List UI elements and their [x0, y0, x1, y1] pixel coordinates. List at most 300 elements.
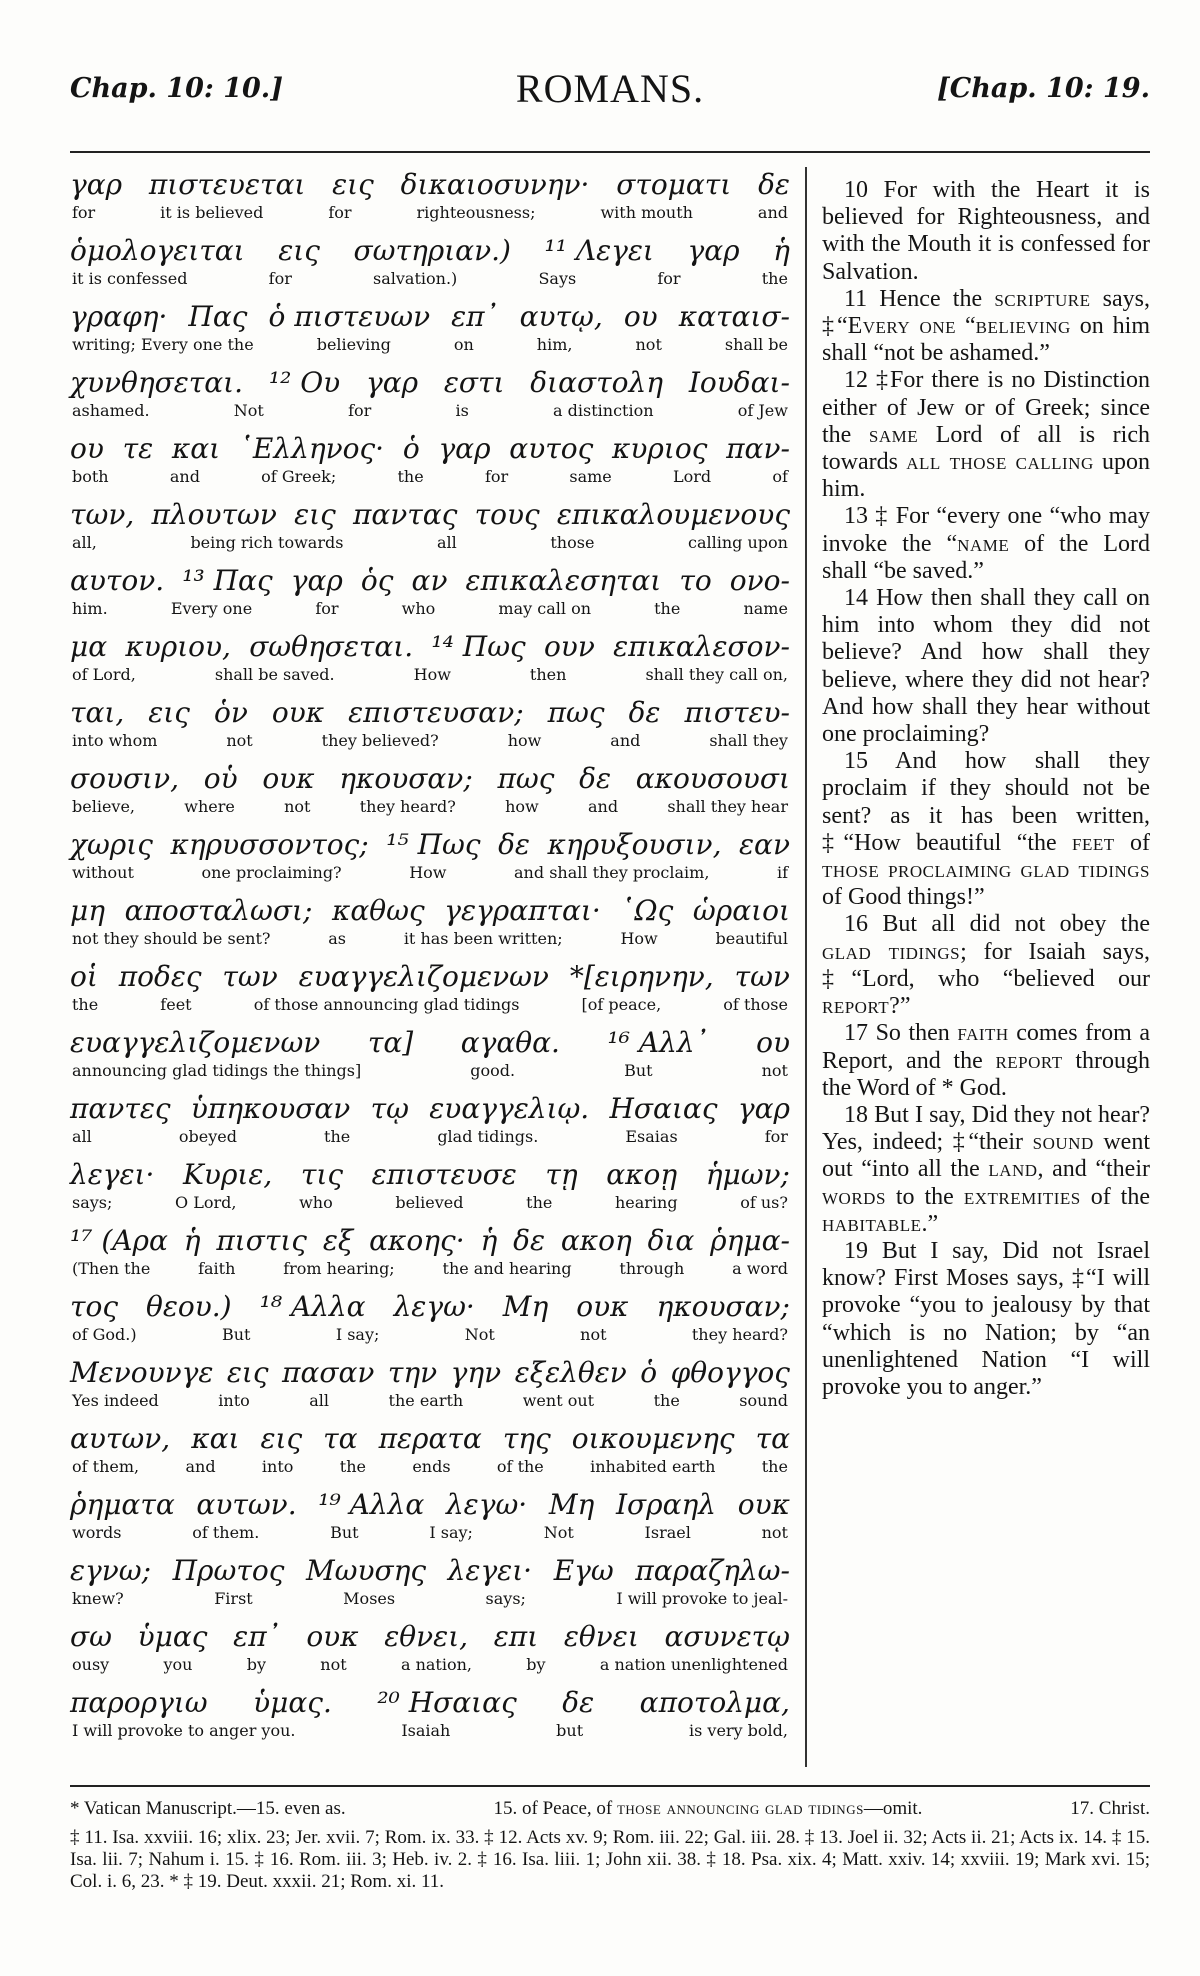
english-gloss: Israel [644, 1523, 691, 1542]
english-gloss: How [620, 929, 658, 948]
greek-word: κηρυξουσιν, [547, 828, 722, 861]
english-gloss-line [70, 335, 790, 355]
greek-word: ὑμας. [253, 1686, 332, 1719]
greek-word: την [387, 1356, 438, 1389]
english-gloss: says; [72, 1193, 113, 1212]
interlinear-column [70, 167, 790, 1751]
greek-word: δικαιοσυνην· [400, 168, 590, 201]
english-gloss: is [455, 401, 469, 420]
greek-word: επιστευσαν; [348, 696, 524, 729]
english-gloss-line [70, 731, 790, 751]
vatican-label: * Vatican Manuscript.—15. even as. [70, 1798, 346, 1819]
greek-word: ῥηματα [70, 1488, 175, 1521]
greek-word: ἡ [773, 234, 790, 267]
greek-word: *[ειρηνην, [569, 960, 714, 993]
greek-word: ¹⁴ Πως [431, 630, 526, 663]
greek-word: δε [758, 168, 790, 201]
interlinear-line [70, 1289, 790, 1355]
english-gloss: and [610, 731, 641, 750]
verse-15: 15 And how shall they proclaim if they should not be sent? as it has been written, ‡“How beautiful “the feet of those proclaiming glad tidings of Good things!” [822, 748, 1150, 911]
english-gloss: the [397, 467, 424, 486]
greek-word: παντες [70, 1092, 171, 1125]
english-gloss: feet [160, 995, 192, 1014]
greek-word: αν [411, 564, 448, 597]
greek-word: δε [562, 1686, 595, 1719]
greek-word: ουκ [737, 1488, 790, 1521]
english-gloss: beautiful [715, 929, 788, 948]
greek-word: σωθησεται. [249, 630, 414, 663]
greek-word: και [191, 1422, 240, 1455]
english-gloss: shall be [724, 335, 788, 354]
greek-word: καταισ- [678, 300, 790, 333]
greek-word: σω [70, 1620, 112, 1653]
interlinear-line [70, 1619, 790, 1685]
english-gloss: went out [522, 1391, 595, 1410]
english-gloss: of us? [740, 1193, 788, 1212]
verse-16: 16 But all did not obey the glad tidings; for Isaiah says, ‡“Lord, who “believed our report?” [822, 911, 1150, 1020]
english-gloss: I will provoke to anger you. [72, 1721, 296, 1740]
greek-word: τους [474, 498, 540, 531]
greek-word: διαστολη [530, 366, 664, 399]
greek-word: ακοῃ [606, 1158, 678, 1191]
greek-word: Μη [502, 1290, 549, 1323]
english-gloss: of God.) [72, 1325, 137, 1344]
greek-word: ἡ [183, 1224, 201, 1257]
greek-word: κηρυσσοντος; [170, 828, 369, 861]
english-gloss: all, [72, 533, 97, 552]
english-gloss: hearing [614, 1193, 678, 1212]
greek-word: Μωυσης [305, 1554, 427, 1587]
greek-word: ου [70, 432, 104, 465]
greek-word: ουκ [576, 1290, 629, 1323]
english-gloss: then [529, 665, 567, 684]
interlinear-line [70, 629, 790, 695]
english-gloss: the [324, 1127, 351, 1146]
english-gloss: they heard? [359, 797, 456, 816]
interlinear-line [70, 299, 790, 365]
interlinear-line [70, 497, 790, 563]
book-page [70, 55, 1150, 1955]
interlinear-line [70, 893, 790, 959]
greek-word: γεγραπται· [444, 894, 601, 927]
english-gloss-line [70, 1589, 790, 1609]
greek-word: οικουμενης [571, 1422, 735, 1455]
greek-word: ¹⁹ Αλλα [318, 1488, 425, 1521]
verse-19: 19 But I say, Did not Israel know? First Moses says, ‡“I will provoke “you to jealousy by that “which is no Nation; by “an unenlightened Nation “I will provoke you to anger.” [822, 1237, 1150, 1400]
greek-word: ηκουσαν; [339, 762, 473, 795]
greek-word: ουν [543, 630, 595, 663]
english-gloss: Not [233, 401, 264, 420]
english-gloss: of them. [192, 1523, 260, 1542]
english-gloss: the [526, 1193, 553, 1212]
english-gloss: who [299, 1193, 333, 1212]
english-gloss: for [72, 203, 96, 222]
footnotes [70, 1797, 1150, 1893]
greek-word: Ησαιας [609, 1092, 718, 1125]
english-gloss: by [526, 1655, 546, 1674]
greek-word: ²⁰ Ησαιας [377, 1686, 517, 1719]
greek-word: μα [70, 630, 108, 663]
english-gloss: they heard? [691, 1325, 788, 1344]
interlinear-line [70, 1157, 790, 1223]
greek-word: χυνθησεται. [70, 366, 244, 399]
english-gloss: ends [412, 1457, 451, 1476]
english-gloss: and [169, 467, 200, 486]
greek-word: σουσιν, [70, 762, 180, 795]
english-gloss: knew? [72, 1589, 124, 1608]
greek-word: ηκουσαν; [656, 1290, 790, 1323]
greek-word: ῾Ως [620, 894, 674, 927]
greek-word: περατα [378, 1422, 482, 1455]
english-gloss: it has been written; [403, 929, 563, 948]
english-gloss: sound [739, 1391, 788, 1410]
english-gloss: shall they hear [667, 797, 788, 816]
english-gloss: I will provoke to jeal- [616, 1589, 788, 1608]
english-gloss: for [484, 467, 509, 486]
english-gloss: for [657, 269, 681, 288]
greek-word: στοματι [616, 168, 732, 201]
english-gloss-line [70, 203, 790, 223]
greek-line [70, 1157, 790, 1193]
greek-word: λεγω· [393, 1290, 475, 1323]
greek-word: ὁμολογειται [70, 234, 245, 267]
greek-word: φθογγος [670, 1356, 790, 1389]
english-gloss: as [328, 929, 347, 948]
english-gloss: of those [723, 995, 788, 1014]
english-gloss: inhabited earth [590, 1457, 716, 1476]
translation-column [822, 177, 1150, 1401]
greek-word: αυτος [509, 432, 594, 465]
greek-line [70, 1487, 790, 1523]
greek-word: ¹¹ Λεγει [544, 234, 654, 267]
greek-line [70, 959, 790, 995]
english-gloss: calling upon [687, 533, 788, 552]
greek-word: γραφη· [70, 300, 168, 333]
english-gloss: the earth [388, 1391, 464, 1410]
greek-word: ὑπηκουσαν [190, 1092, 351, 1125]
greek-word: παντας [352, 498, 458, 531]
greek-word: ὁς [360, 564, 394, 597]
greek-word: ὁν [213, 696, 248, 729]
english-gloss: into [261, 1457, 294, 1476]
greek-word: εις [278, 234, 320, 267]
greek-word: κυριου, [125, 630, 231, 663]
greek-word: ευαγγελιζομενων [298, 960, 549, 993]
greek-word: γαρ [70, 168, 123, 201]
english-gloss-line [70, 863, 790, 883]
english-gloss: ousy [72, 1655, 110, 1674]
english-gloss: of Greek; [261, 467, 337, 486]
book-title: ROMANS. [515, 66, 705, 111]
greek-word: γαρ [290, 564, 343, 597]
verse-13: 13 ‡ For “every one “who may invoke the “name of the Lord shall “be saved.” [822, 503, 1151, 584]
chapter-left: Chap. 10: 10.] [70, 73, 283, 104]
greek-word: αυτων, [70, 1422, 171, 1455]
greek-word: ακουσουσι [635, 762, 790, 795]
english-gloss: announcing glad tidings the things] [72, 1061, 362, 1080]
greek-word: γην [450, 1356, 502, 1389]
english-gloss: being rich towards [190, 533, 344, 552]
english-gloss: it is believed [160, 203, 264, 222]
greek-word: ουκ [271, 696, 325, 729]
english-gloss: Lord [673, 467, 712, 486]
english-gloss: but [556, 1721, 584, 1740]
english-gloss-line [70, 665, 790, 685]
english-gloss: the [653, 1391, 680, 1410]
greek-word: μη [70, 894, 105, 927]
english-gloss: But [330, 1523, 359, 1542]
greek-word: εγνω; [70, 1554, 152, 1587]
english-gloss: of them, [72, 1457, 140, 1476]
greek-word: επι [493, 1620, 539, 1653]
column-divider [805, 167, 807, 1767]
english-gloss: and [757, 203, 788, 222]
interlinear-line [70, 1355, 790, 1421]
greek-line [70, 299, 790, 335]
greek-line [70, 233, 790, 269]
english-gloss: not [761, 1061, 788, 1080]
chapter-right: [Chap. 10: 19. [937, 73, 1150, 104]
greek-line [70, 827, 790, 863]
greek-word: τῃ [545, 1158, 578, 1191]
greek-word: Ισραηλ [615, 1488, 717, 1521]
greek-word: παραζηλω- [635, 1554, 790, 1587]
english-gloss-line [70, 995, 790, 1015]
greek-line [70, 695, 790, 731]
greek-word: το [679, 564, 712, 597]
english-gloss: they believed? [321, 731, 439, 750]
greek-word: πασαν [282, 1356, 375, 1389]
greek-word: εις [294, 498, 336, 531]
english-gloss: a distinction [553, 401, 654, 420]
greek-word: γαρ [438, 432, 491, 465]
greek-word: επικαλουμενους [556, 498, 790, 531]
english-gloss: not [284, 797, 311, 816]
greek-word: αποσταλωσι; [124, 894, 313, 927]
english-gloss: of the [496, 1457, 544, 1476]
greek-word: κυριος [612, 432, 708, 465]
english-gloss: I say; [429, 1523, 473, 1542]
interlinear-line [70, 761, 790, 827]
greek-word: Κυριε, [183, 1158, 273, 1191]
greek-word: εις [332, 168, 374, 201]
greek-line [70, 431, 790, 467]
english-gloss: First [214, 1589, 253, 1608]
greek-word: ὁ [402, 432, 420, 465]
greek-word: ακοης· [369, 1224, 465, 1257]
english-gloss: all [72, 1127, 92, 1146]
english-gloss-line [70, 599, 790, 619]
english-gloss: all [437, 533, 457, 552]
english-gloss: how [507, 731, 542, 750]
greek-word: τα [323, 1422, 358, 1455]
english-gloss: not they should be sent? [72, 929, 271, 948]
english-gloss: words [72, 1523, 122, 1542]
greek-word: και [171, 432, 221, 465]
english-gloss: without [72, 863, 134, 882]
english-gloss: shall be saved. [214, 665, 335, 684]
greek-word: γαρ [687, 234, 740, 267]
english-gloss: those [550, 533, 595, 552]
greek-line [70, 1553, 790, 1589]
greek-line [70, 1421, 790, 1457]
interlinear-line [70, 1421, 790, 1487]
greek-word: γαρ [365, 366, 419, 399]
english-gloss: him, [536, 335, 573, 354]
greek-line [70, 761, 790, 797]
greek-word: δε [579, 762, 611, 795]
greek-word: τα [755, 1422, 790, 1455]
greek-line [70, 1289, 790, 1325]
greek-word: εις [226, 1356, 269, 1389]
interlinear-line [70, 167, 790, 233]
english-gloss: the [761, 1457, 788, 1476]
greek-word: των [222, 960, 278, 993]
greek-word: ου [756, 1026, 790, 1059]
english-gloss: salvation.) [373, 269, 458, 288]
greek-word: εξ [322, 1224, 354, 1257]
greek-word: τις [300, 1158, 344, 1191]
greek-word: παν- [726, 432, 790, 465]
greek-word: ἡμων; [705, 1158, 790, 1191]
greek-word: οὑ [203, 762, 238, 795]
english-gloss: shall they call on, [645, 665, 788, 684]
greek-word: τῳ [370, 1092, 409, 1125]
greek-word: οἱ [70, 960, 98, 993]
english-gloss: if [776, 863, 788, 882]
interlinear-line [70, 1223, 790, 1289]
english-gloss: for [348, 401, 372, 420]
greek-word: των, [70, 498, 135, 531]
english-gloss: both [72, 467, 109, 486]
greek-word: τα] [367, 1026, 414, 1059]
interlinear-line [70, 431, 790, 497]
english-gloss-line [70, 401, 790, 421]
english-gloss: name [743, 599, 788, 618]
english-gloss: Esaias [625, 1127, 678, 1146]
greek-word: δε [498, 828, 530, 861]
english-gloss-line [70, 1325, 790, 1345]
greek-word: ἡ [480, 1224, 498, 1257]
greek-word: ῾Ελληνος· [238, 432, 385, 465]
greek-word: ὑμας [137, 1620, 208, 1653]
english-gloss: one proclaiming? [201, 863, 342, 882]
english-gloss-line [70, 1193, 790, 1213]
english-gloss: Every one [170, 599, 253, 618]
greek-word: αυτων. [196, 1488, 297, 1521]
verse-17: 17 So then faith comes from a Report, and the report through the Word of * God. [822, 1020, 1150, 1101]
greek-word: Μη [548, 1488, 595, 1521]
greek-word: αγαθα. [460, 1026, 560, 1059]
english-gloss: and [587, 797, 619, 816]
greek-word: ουκ [306, 1620, 359, 1653]
greek-line [70, 1619, 790, 1655]
english-gloss: O Lord, [175, 1193, 237, 1212]
interlinear-line [70, 233, 790, 299]
english-gloss: says; [485, 1589, 526, 1608]
greek-word: ου [623, 300, 658, 333]
english-gloss: a word [732, 1259, 788, 1278]
english-gloss: a nation unenlightened [599, 1655, 788, 1674]
interlinear-line [70, 827, 790, 893]
english-gloss: from hearing; [283, 1259, 395, 1278]
english-gloss: for [764, 1127, 788, 1146]
greek-word: ¹⁸ Αλλα [259, 1290, 366, 1323]
english-gloss-line [70, 1655, 790, 1675]
english-gloss: into whom [72, 731, 158, 750]
english-gloss: same [569, 467, 612, 486]
english-gloss: obeyed [178, 1127, 237, 1146]
greek-word: αυτῳ, [519, 300, 603, 333]
english-gloss: the [339, 1457, 366, 1476]
greek-word: πιστευεται [148, 168, 306, 201]
greek-word: επικαλεσηται [465, 564, 662, 597]
english-gloss: But [624, 1061, 653, 1080]
greek-line [70, 497, 790, 533]
english-gloss-line [70, 1523, 790, 1543]
greek-word: επικαλεσον- [613, 630, 790, 663]
greek-line [70, 167, 790, 203]
english-gloss: all [309, 1391, 330, 1410]
greek-word: εαν [739, 828, 790, 861]
greek-line [70, 629, 790, 665]
greek-line [70, 563, 790, 599]
english-gloss: of [772, 467, 788, 486]
greek-word: εθνει [563, 1620, 639, 1653]
english-gloss: writing; Every one the [72, 335, 254, 354]
english-gloss-line [70, 929, 790, 949]
greek-line [70, 365, 790, 401]
english-gloss: shall they [709, 731, 788, 750]
greek-line [70, 1091, 790, 1127]
greek-word: χωρις [70, 828, 153, 861]
vatican-notes [70, 1797, 1150, 1821]
greek-word: ασυνετῳ [664, 1620, 790, 1653]
greek-word: ¹³ Πας [182, 564, 273, 597]
english-gloss: How [413, 665, 451, 684]
english-gloss: and [185, 1457, 216, 1476]
english-gloss: Says [538, 269, 577, 288]
greek-word: ακοη [560, 1224, 632, 1257]
greek-line [70, 1223, 790, 1259]
greek-word: Εγω [553, 1554, 614, 1587]
greek-word: επ᾽ [233, 1620, 281, 1653]
greek-word: τε [122, 432, 154, 465]
english-gloss-line [70, 1457, 790, 1477]
greek-word: λεγει· [70, 1158, 155, 1191]
greek-word: Μενουνγε [70, 1356, 214, 1389]
english-gloss: I say; [335, 1325, 380, 1344]
page-header [70, 65, 1150, 115]
english-gloss: with mouth [600, 203, 693, 222]
english-gloss-line [70, 797, 790, 817]
greek-word: ουκ [262, 762, 315, 795]
english-gloss: Not [464, 1325, 495, 1344]
english-gloss: through [619, 1259, 685, 1278]
english-gloss: is very bold, [688, 1721, 788, 1740]
english-gloss: Moses [343, 1589, 396, 1608]
english-gloss: not [580, 1325, 607, 1344]
english-gloss-line [70, 269, 790, 289]
greek-word: ¹² Ου [268, 366, 341, 399]
greek-word: πλουτων [151, 498, 277, 531]
english-gloss: into [218, 1391, 250, 1410]
greek-word: Ιουδαι- [688, 366, 790, 399]
interlinear-line [70, 1091, 790, 1157]
greek-word: σωτηριαν.) [353, 234, 511, 267]
english-gloss: you [163, 1655, 193, 1674]
greek-word: ¹⁷ (Αρα [70, 1224, 168, 1257]
